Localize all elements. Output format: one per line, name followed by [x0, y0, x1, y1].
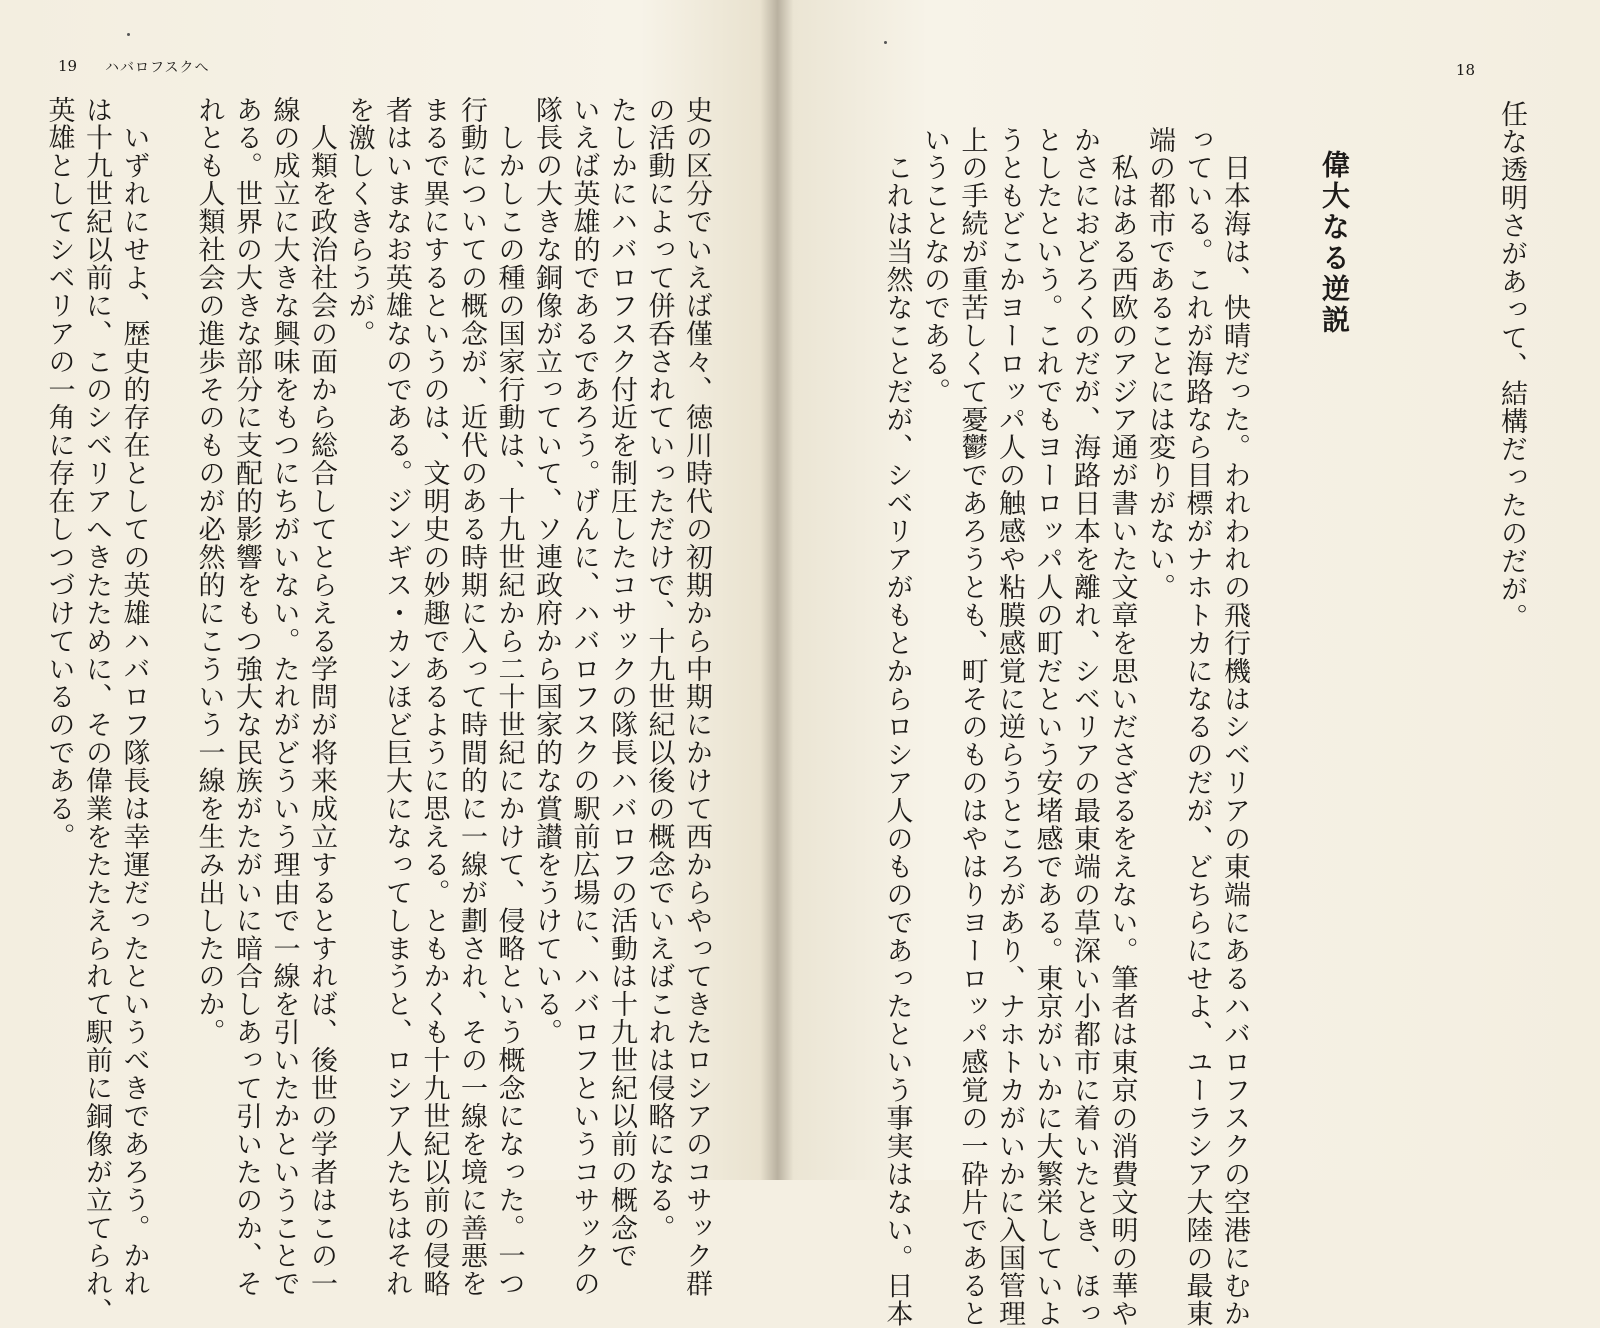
right-page: [790, 0, 1600, 1328]
page-number-left: 19: [58, 57, 78, 75]
opening-text: 任な透明さがあって、結構だったのだが。: [1496, 100, 1527, 632]
left-page-body: 史の区分でいえば僅々、徳川時代の初期から中期にかけて西からやってきたロシアのコサック群 の活動によって併呑されていっただけで、十九世紀以後の概念でいえばこれは侵略になる。 たしかにハバロフスク付近を制圧したコサックの隊長ハバロフの活動は十九世紀以前の概念で いえば英雄的であるであろう。げんに、ハバロフスクの駅前広場に、ハバロフというコサックの 隊長の大きな銅像が立っていて、ソ連政府から国家的な賞讃をうけている。 しかしこの種の国家行動は、十九世紀から二十世紀にかけて、侵略という概念になった。一つ 行動についての概念が、近代のある時期に入って時間的に一線が劃され、その一線を境に善悪を まるで異にするというのは、文明史の妙趣であるように思える。ともかくも十九世紀以前の侵略 者はいまなお英雄なのである。ジンギス・カンほど巨大になってしまうと、ロシア人たちはそれ を激しくきらうが。 人類を政治社会の面から総合してとらえる学問が将来成立するとすれば、後世の学者はこの一 線の成立に大きな興味をもつにちがいない。たれがどういう理由で一線を引いたかということで ある。世界の大きな部分に支配的影響をもつ強大な民族がたがいに暗合しあって引いたのか、そ れとも人類社会の進歩そのものが必然的にこういう一線を生み出したのか。 いずれにせよ、歴史的存在としての英雄ハバロフ隊長は幸運だったというべきであろう。かれ は十九世紀以前に、このシベリアへきたために、その偉業をたたえられて駅前に銅像が立てられ、 英雄としてシベリアの一角に存在しつづけているのである。: [43, 96, 712, 1326]
right-page-body: 日本海は、快晴だった。われわれの飛行機はシベリアの東端にあるハバロフスクの空港にむか っている。これが海路なら目標がナホトカになるのだが、どちらにせよ、ユーラシア大陸の最東 端の都市であることには変りがない。 私はある西欧のアジア通が書いた文章を思いださざるをえない。筆者は東京の消費文明の華や かさにおどろくのだが、海路日本を離れ、シベリアの最東端の草深い小都市に着いたとき、ほっ としたという。これでもヨーロッパ人の町だという安堵感である。東京がいかに大繁栄していよ うともどこかヨーロッパ人の触感や粘膜感覚に逆らうところがあり、ナホトカがいかに入国管理 上の手続が重苦しくて憂鬱であろうとも、町そのものはやはりヨーロッパ感覚の一砕片であると いうことなのである。 これは当然なことだが、シベリアがもとからロシア人のものであったという事実はない。日本: [881, 126, 1250, 1328]
page-number-right: 18: [1455, 61, 1475, 79]
print-speck: [884, 41, 887, 44]
print-speck: [127, 33, 130, 36]
left-page: [0, 0, 770, 1326]
running-head: ハバロフスクへ: [105, 60, 210, 76]
section-heading: 偉大なる逆説: [1318, 150, 1351, 336]
